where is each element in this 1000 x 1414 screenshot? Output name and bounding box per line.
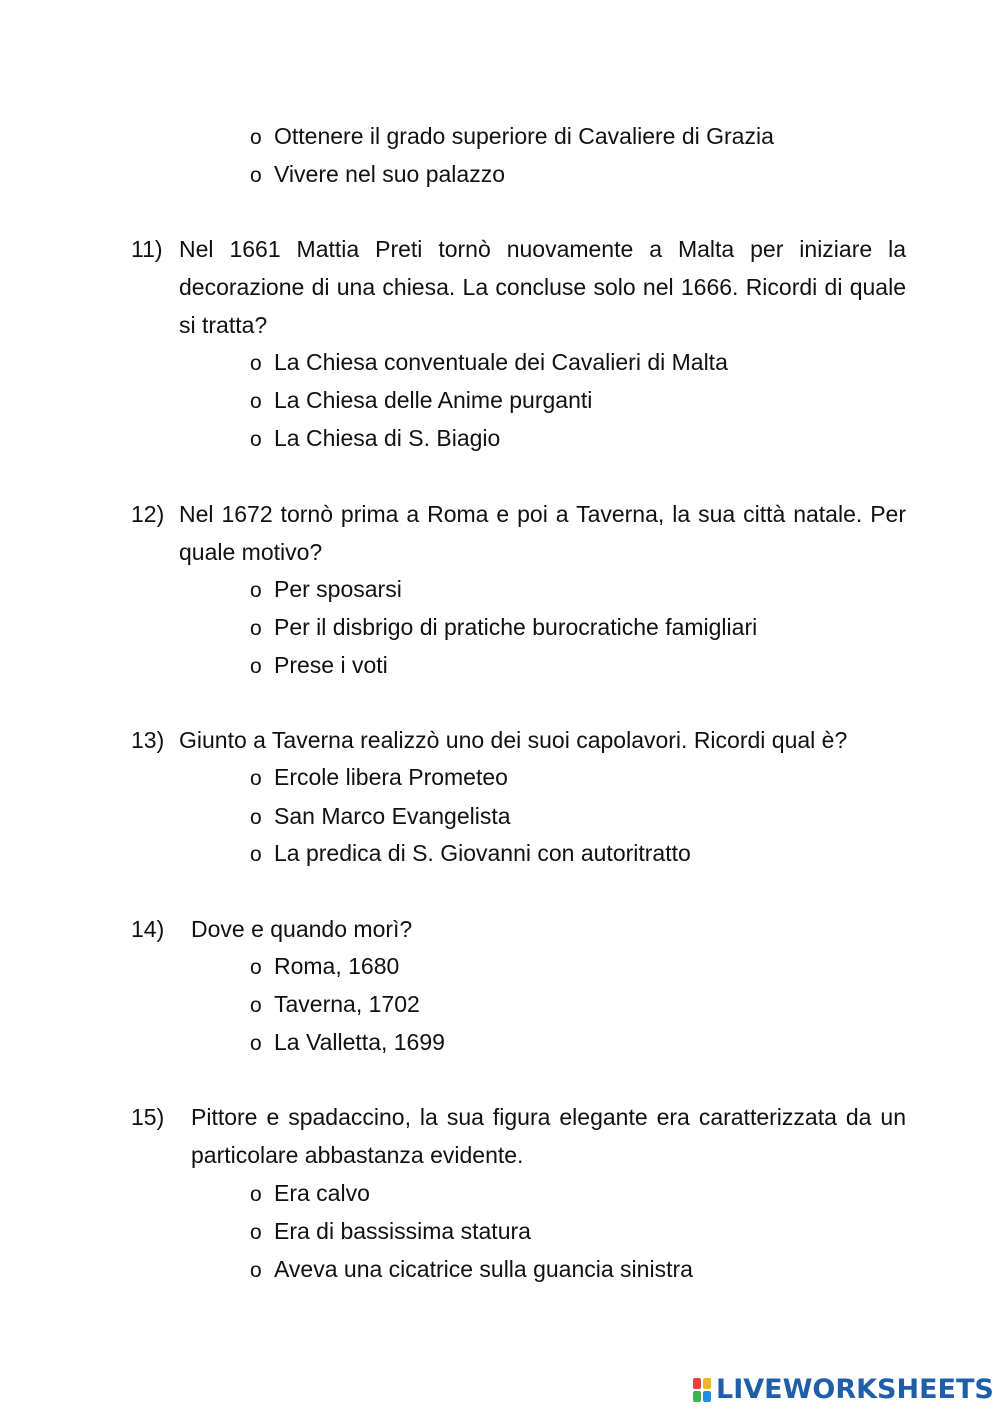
radio-circle-icon[interactable]: o — [250, 126, 262, 149]
radio-circle-icon[interactable]: o — [250, 352, 262, 375]
option-label: Roma, 1680 — [274, 953, 400, 979]
q15-option-1[interactable] — [250, 1174, 370, 1212]
liveworksheets-logo-icon — [692, 1377, 712, 1403]
logo-square-yellow — [703, 1378, 711, 1389]
question-text: Dove e quando morì? — [191, 916, 413, 942]
logo-text: LIVEWORKSHEETS — [716, 1374, 994, 1405]
q14-option-1[interactable] — [250, 947, 399, 985]
q14-option-3[interactable] — [250, 1023, 445, 1061]
option-label: Ercole libera Prometeo — [274, 764, 508, 790]
option-label: La Chiesa di S. Biagio — [274, 425, 501, 451]
q15-option-3[interactable] — [250, 1250, 693, 1288]
q11-option-1[interactable] — [250, 343, 728, 381]
q13-option-3[interactable] — [250, 834, 691, 872]
radio-circle-icon[interactable]: o — [250, 956, 262, 979]
option-label: Taverna, 1702 — [274, 991, 420, 1017]
option-label: La predica di S. Giovanni con autoritratto — [274, 840, 691, 866]
question-number: 12) — [131, 501, 165, 527]
q12-option-3[interactable] — [250, 646, 388, 684]
q13-option-1[interactable] — [250, 758, 508, 796]
q11-option-3[interactable] — [250, 419, 500, 457]
radio-circle-icon[interactable]: o — [250, 579, 262, 602]
radio-circle-icon[interactable]: o — [250, 655, 262, 678]
q12-option-2[interactable] — [250, 608, 757, 646]
option-label: San Marco Evangelista — [274, 803, 511, 829]
q11-option-2[interactable] — [250, 381, 592, 419]
radio-circle-icon[interactable]: o — [250, 428, 262, 451]
question-number: 15) — [131, 1104, 165, 1130]
question-number: 13) — [131, 727, 165, 753]
logo-square-blue — [703, 1391, 711, 1402]
question-13 — [131, 721, 906, 759]
q14-option-2[interactable] — [250, 985, 420, 1023]
option-label: Per sposarsi — [274, 576, 402, 602]
option-label: Era calvo — [274, 1180, 370, 1206]
radio-circle-icon[interactable]: o — [250, 1032, 262, 1055]
logo-square-red — [693, 1378, 701, 1389]
radio-circle-icon[interactable]: o — [250, 390, 262, 413]
q12-option-1[interactable] — [250, 570, 402, 608]
radio-circle-icon[interactable]: o — [250, 994, 262, 1017]
option-label: Ottenere il grado superiore di Cavaliere di Grazia — [274, 123, 774, 149]
radio-circle-icon[interactable]: o — [250, 617, 262, 640]
option-label: Vivere nel suo palazzo — [274, 161, 505, 187]
radio-circle-icon[interactable]: o — [250, 1221, 262, 1244]
option-label: La Valletta, 1699 — [274, 1029, 445, 1055]
option-label: La Chiesa conventuale dei Cavalieri di Malta — [274, 349, 728, 375]
question-text: Nel 1672 tornò prima a Roma e poi a Taverna, la sua città natale. Per quale motivo? — [179, 501, 906, 565]
q13-option-2[interactable] — [250, 797, 511, 835]
liveworksheets-logo[interactable] — [692, 1374, 994, 1406]
logo-square-green — [693, 1391, 701, 1402]
radio-circle-icon[interactable]: o — [250, 1183, 262, 1206]
option-label: La Chiesa delle Anime purganti — [274, 387, 593, 413]
option-label: Era di bassissima statura — [274, 1218, 531, 1244]
question-number: 11) — [131, 236, 163, 262]
radio-circle-icon[interactable]: o — [250, 843, 262, 866]
question-15 — [131, 1098, 906, 1174]
option-label: Per il disbrigo di pratiche burocratiche famigliari — [274, 614, 758, 640]
question-12 — [131, 495, 906, 571]
question-number: 14) — [131, 916, 165, 942]
question-text: Nel 1661 Mattia Preti tornò nuovamente a Malta per iniziare la decorazione di una chiesa. La concluse solo nel 1666. Ricordi di quale si tratta? — [179, 236, 906, 338]
radio-circle-icon[interactable]: o — [250, 767, 262, 790]
q10-option-1[interactable] — [250, 117, 774, 155]
question-14 — [131, 910, 906, 948]
q15-option-2[interactable] — [250, 1212, 531, 1250]
question-text: Giunto a Taverna realizzò uno dei suoi capolavori. Ricordi qual è? — [179, 727, 848, 753]
question-text: Pittore e spadaccino, la sua figura elegante era caratterizzata da un particolare abbastanza evidente. — [191, 1104, 906, 1168]
radio-circle-icon[interactable]: o — [250, 1259, 262, 1282]
radio-circle-icon[interactable]: o — [250, 164, 262, 187]
option-label: Aveva una cicatrice sulla guancia sinistra — [274, 1256, 693, 1282]
question-11 — [131, 230, 906, 344]
q10-option-2[interactable] — [250, 155, 505, 193]
option-label: Prese i voti — [274, 652, 388, 678]
radio-circle-icon[interactable]: o — [250, 806, 262, 829]
